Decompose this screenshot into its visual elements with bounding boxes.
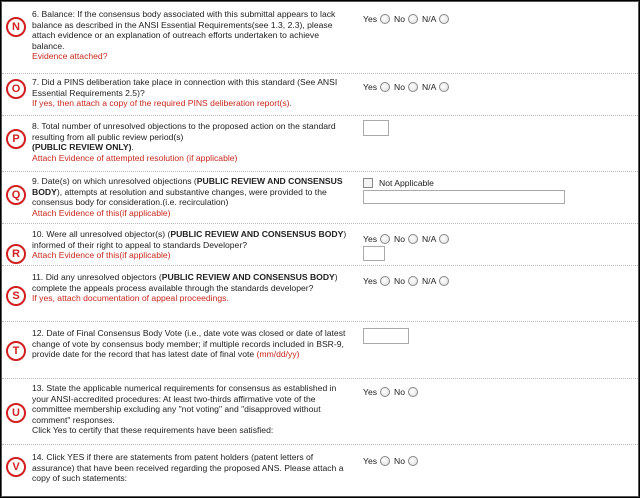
date-format-hint: (mm/dd/yy) (256, 349, 300, 360)
step-badge: P (6, 129, 26, 149)
no-radio[interactable] (408, 456, 418, 466)
step-badge: N (6, 17, 26, 37)
step-badge: S (6, 286, 26, 306)
yes-radio[interactable] (380, 387, 390, 397)
not-applicable-checkbox[interactable]: Not Applicable (363, 178, 434, 188)
step-badge: V (6, 457, 26, 477)
answer-radios: Yes No N/A (363, 14, 453, 24)
question-row-14 (2, 445, 638, 496)
question-row-12 (2, 322, 638, 379)
question-row-6 (2, 2, 638, 74)
question-text: 13. State the applicable numerical requirements for consensus as established in your ANSI-accredited procedures: At least two-thirds affirmative vote of the committee membership excluding any "not voting" and "disapproved without comment" responses. Click Yes to certify that these requirements have been satisfied: (32, 383, 337, 436)
no-radio[interactable] (408, 387, 418, 397)
step-badge: O (6, 79, 26, 99)
question-text: 14. Click YES if there are statements from patent holders (patent letters of assurance) that have been received regarding the proposed ANS. Please attach a copy of such statements: (32, 452, 344, 484)
yes-radio[interactable] (380, 234, 390, 244)
no-radio[interactable] (408, 276, 418, 286)
yes-radio[interactable] (380, 82, 390, 92)
question-text: 12. Date of Final Consensus Body Vote (i.e., date vote was closed or date of latest change of vote by consensus body member; if multiple records included in BSR-9, provide date for the record that has latest date of final vote (mm/dd/yy) (32, 328, 346, 360)
evidence-note: Attach Evidence of this(if applicable) (32, 250, 171, 261)
evidence-note: Attach Evidence of attempted resolution (if applicable) (32, 152, 238, 163)
question-row-9 (2, 172, 638, 224)
question-text: 10. Were all unresolved objector(s) (PUBLIC REVIEW AND CONSENSUS BODY) informed of their right to appeal to standards Developer? Attach Evidence of this(if applicable) (32, 229, 352, 261)
yes-radio[interactable] (380, 456, 390, 466)
no-radio[interactable] (408, 14, 418, 24)
question-row-8 (2, 116, 638, 172)
answer-radios: Yes No N/A (363, 276, 453, 286)
question-row-10 (2, 224, 638, 266)
question-row-13 (2, 379, 638, 445)
question-text: 7. Did a PINS deliberation take place in connection with this standard (See ANSI Essential Requirements 2.5)? If yes, then attach a copy of the required PINS deliberation report(s). (32, 77, 352, 109)
dates-input[interactable] (363, 190, 565, 204)
answer-radios: Yes No (363, 456, 422, 466)
question-text: 6. Balance: If the consensus body associated with this submittal appears to lack balance as described in the ANSI Essential Requirements(see 1.3, 2.3), please attach evidence or an explanation of outreach efforts undertaken to achieve balance. Evidence attached? (32, 9, 352, 62)
na-radio[interactable] (439, 14, 449, 24)
no-radio[interactable] (408, 234, 418, 244)
answer-radios: Yes No (363, 387, 422, 397)
appeal-input[interactable] (363, 246, 385, 261)
step-badge: Q (6, 185, 26, 205)
step-badge: T (6, 341, 26, 361)
yes-radio[interactable] (380, 276, 390, 286)
evidence-note: If yes, attach documentation of appeal proceedings. (32, 293, 229, 304)
step-badge: U (6, 403, 26, 423)
objection-count-input[interactable] (363, 120, 389, 136)
na-radio[interactable] (439, 276, 449, 286)
question-text: 11. Did any unresolved objectors (PUBLIC REVIEW AND CONSENSUS BODY) complete the appeals process available through the standards developer? If yes, attach documentation of appeal proceedings. (32, 272, 352, 304)
step-badge: R (6, 244, 26, 264)
question-row-7 (2, 74, 638, 116)
no-radio[interactable] (408, 82, 418, 92)
bsr9-form (1, 1, 639, 497)
question-row-11 (2, 266, 638, 322)
answer-radios: Yes No N/A (363, 234, 453, 244)
answer-radios: Yes No N/A (363, 82, 453, 92)
evidence-note: Attach Evidence of this(if applicable) (32, 207, 171, 218)
vote-date-input[interactable] (363, 328, 409, 344)
na-radio[interactable] (439, 82, 449, 92)
yes-radio[interactable] (380, 14, 390, 24)
na-radio[interactable] (439, 234, 449, 244)
evidence-note: If yes, then attach a copy of the required PINS deliberation report(s). (32, 98, 292, 109)
evidence-note: Evidence attached? (32, 51, 108, 62)
question-text: 9. Date(s) on which unresolved objections (PUBLIC REVIEW AND CONSENSUS BODY), attempts at resolution and substantive changes, were provided to the consensus body for consideration.(i.e. recirculation) Attach Evidence of this(if applicable) (32, 176, 352, 218)
question-text: 8. Total number of unresolved objections to the proposed action on the standard resulting from all public review period(s) (PUBLIC REVIEW ONLY). Attach Evidence of attempted resolution (if applicable) (32, 121, 352, 163)
